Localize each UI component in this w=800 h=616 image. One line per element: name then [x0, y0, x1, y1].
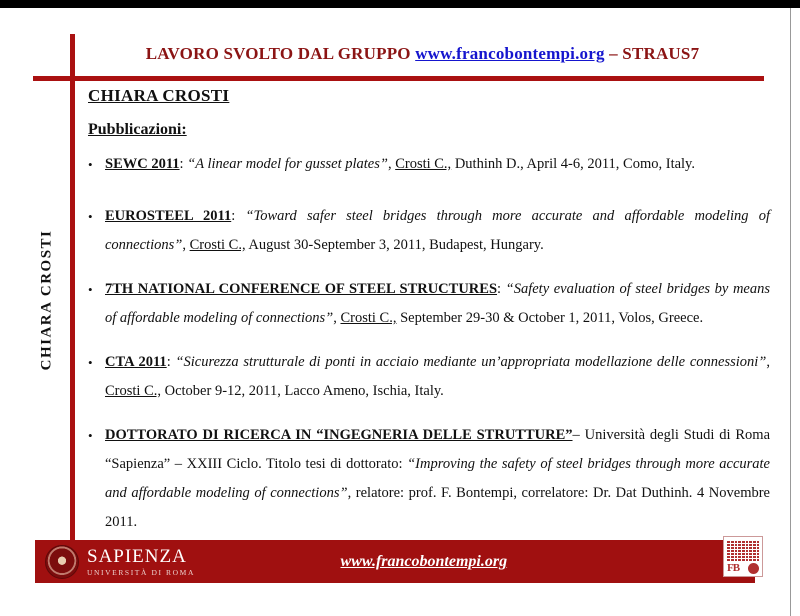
top-letterbox-bar — [0, 0, 800, 8]
sapienza-crest-icon — [45, 545, 79, 579]
sapienza-logo — [45, 540, 195, 583]
footer-bar — [35, 540, 755, 583]
publication-segment-plain: , — [333, 310, 341, 326]
footer-website-link[interactable]: www.francobontempi.org — [340, 552, 508, 570]
header-title-prefix: LAVORO SVOLTO DAL GRUPPO — [145, 44, 416, 63]
publication-segment-italic: “Safety evaluation of steel bridges by means of affordable modeling of connections” — [105, 281, 770, 326]
publication-segment-plain: , — [387, 156, 396, 172]
section-heading: Pubblicazioni: — [88, 121, 187, 138]
publication-segment-plain: : — [179, 156, 188, 172]
sapienza-subtitle: UNIVERSITÀ DI ROMA — [87, 567, 195, 577]
publication-segment-venue: 7TH NATIONAL CONFERENCE OF STEEL STRUCTURES — [105, 281, 498, 297]
publication-segment-plain: , — [766, 354, 770, 370]
publication-item — [88, 275, 770, 333]
publication-segment-underline: Crosti C., — [105, 383, 161, 399]
publication-segment-underline: Crosti C., — [189, 237, 246, 253]
bullet-marker: • — [88, 209, 93, 224]
publication-item — [88, 348, 770, 406]
header-divider-line — [33, 76, 764, 81]
publication-segment-plain: , — [182, 237, 190, 253]
publication-item — [88, 202, 770, 260]
fbo-seal-logo — [723, 536, 763, 577]
bullet-marker: • — [88, 428, 93, 443]
publication-segment-venue: CTA 2011 — [105, 354, 167, 370]
publication-segment-venue: DOTTORATO DI RICERCA IN “INGEGNERIA DELLE STRUTTURE” — [105, 427, 573, 443]
publication-segment-italic: “Sicurezza strutturale di ponti in acciaio mediante un’appropriata modellazione delle connessioni” — [175, 354, 767, 370]
publication-segment-italic: “Toward safer steel bridges through more accurate and affordable modeling of connections” — [105, 208, 770, 253]
seal-bottom-row — [727, 562, 759, 574]
bullet-marker: • — [88, 282, 93, 297]
slide-right-border — [790, 8, 791, 616]
publication-segment-plain: Duthinh D., April 4-6, 2011, Como, Italy. — [451, 156, 695, 172]
publication-segment-plain: : — [231, 208, 246, 224]
publication-segment-venue: EUROSTEEL 2011 — [105, 208, 232, 224]
publication-item — [88, 150, 770, 179]
slide-header — [75, 44, 770, 64]
publications-list — [88, 150, 770, 537]
bullet-marker: • — [88, 157, 93, 172]
vertical-author-label: CHIARA CROSTI — [38, 229, 55, 371]
left-accent-line — [70, 34, 75, 540]
content-area — [88, 86, 770, 552]
publication-segment-italic: “Improving the safety of steel bridges through more accurate and affordable modeling of connections” — [105, 456, 770, 501]
sapienza-logo-text — [87, 547, 195, 577]
sapienza-name: SAPIENZA — [87, 545, 187, 567]
publication-segment-italic: “A linear model for gusset plates” — [187, 156, 388, 172]
publication-segment-plain: September 29-30 & October 1, 2011, Volos, Greece. — [396, 310, 704, 326]
bullet-marker: • — [88, 355, 93, 370]
publication-segment-plain: , relatore: prof. F. Bontempi, correlatore: Dr. Dat Duthinh. 4 Novembre 2011. — [105, 485, 770, 530]
publication-segment-plain: : — [497, 281, 506, 297]
publication-segment-plain: October 9-12, 2011, Lacco Ameno, Ischia, Italy. — [161, 383, 444, 399]
seal-glyph-blocks-icon — [727, 540, 759, 561]
publication-segment-underline: Crosti C., — [340, 310, 397, 326]
publication-segment-plain: : — [166, 354, 176, 370]
publication-segment-venue: SEWC 2011 — [105, 156, 180, 172]
publication-item — [88, 421, 770, 537]
header-title-suffix: – STRAUS7 — [604, 44, 700, 63]
seal-fb-text: FB — [727, 561, 740, 574]
header-website-link[interactable]: www.francobontempi.org — [415, 44, 605, 63]
page-title: CHIARA CROSTI — [88, 86, 230, 105]
publication-segment-underline: Crosti C., — [395, 156, 452, 172]
seal-dot-icon — [748, 563, 759, 574]
publication-segment-plain: – Università degli Studi di Roma “Sapienza” – XXIII Ciclo. Titolo tesi di dottorato: — [105, 427, 771, 472]
publication-segment-plain: August 30-September 3, 2011, Budapest, Hungary. — [245, 237, 544, 253]
